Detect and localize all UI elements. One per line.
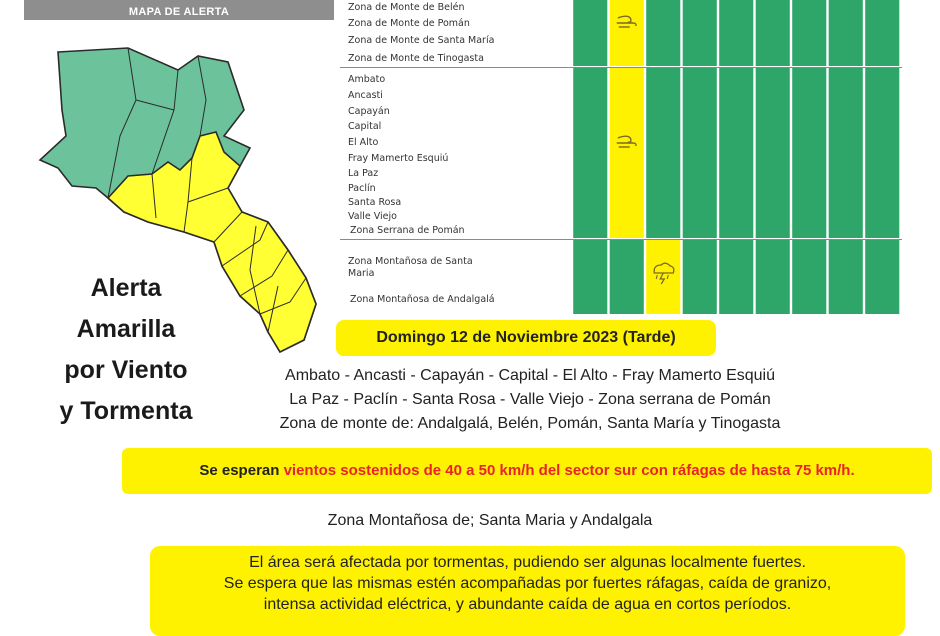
alert-cell bbox=[610, 68, 644, 238]
alert-title-line: Alerta bbox=[90, 274, 162, 302]
zone-label: Paclín bbox=[348, 183, 376, 194]
zone-label: La Paz bbox=[348, 168, 379, 179]
zone-label: Capayán bbox=[348, 106, 390, 117]
normal-cell bbox=[719, 0, 753, 66]
zone-label: Ambato bbox=[348, 74, 386, 85]
zone-label: Zona Serrana de Pomán bbox=[350, 225, 465, 236]
normal-cell bbox=[646, 0, 680, 66]
zone-label: Ancasti bbox=[348, 90, 383, 101]
normal-cell bbox=[573, 0, 607, 66]
normal-cell bbox=[865, 240, 899, 314]
alert-cell bbox=[646, 240, 680, 314]
normal-cell bbox=[865, 68, 899, 238]
normal-cell bbox=[719, 240, 753, 314]
normal-cell bbox=[683, 68, 717, 238]
normal-cell bbox=[792, 68, 826, 238]
normal-cell bbox=[683, 0, 717, 66]
normal-cell bbox=[756, 240, 790, 314]
affected-zones-line: La Paz - Paclín - Santa Rosa - Valle Viejo - Zona serrana de Pomán bbox=[289, 391, 771, 408]
zone-label: Zona Montañosa de Santa bbox=[348, 256, 473, 267]
zone-label: Capital bbox=[348, 121, 382, 132]
zone-label: Maria bbox=[348, 268, 375, 279]
affected-zones-line: Zona de monte de: Andalgalá, Belén, Pomán, Santa María y Tinogasta bbox=[279, 415, 781, 432]
alert-timeline-grid bbox=[572, 0, 912, 318]
storm-notice bbox=[150, 546, 905, 636]
zone-label: Zona de Monte de Santa María bbox=[348, 35, 495, 46]
normal-cell bbox=[792, 240, 826, 314]
zone-label: Zona de Monte de Belén bbox=[348, 2, 465, 13]
normal-cell bbox=[573, 240, 607, 314]
alert-title-line: Amarilla bbox=[76, 315, 176, 343]
normal-cell bbox=[756, 0, 790, 66]
normal-cell bbox=[829, 240, 863, 314]
affected-zones-line: Ambato - Ancasti - Capayán - Capital - El Alto - Fray Mamerto Esquiú bbox=[285, 367, 775, 384]
alert-title-line: y Tormenta bbox=[59, 397, 193, 425]
normal-cell bbox=[683, 240, 717, 314]
alert-title-line: por Viento bbox=[64, 356, 188, 384]
mountain-zone-heading: Zona Montañosa de; Santa Maria y Andalgala bbox=[327, 512, 653, 529]
zone-label: El Alto bbox=[348, 137, 379, 148]
normal-cell bbox=[792, 0, 826, 66]
storm-notice-line: intensa actividad eléctrica, y abundante caída de agua en cortos períodos. bbox=[263, 596, 792, 613]
normal-cell bbox=[573, 68, 607, 238]
storm-notice-line: Se espera que las mismas estén acompañadas por fuertes ráfagas, caída de granizo, bbox=[223, 575, 832, 592]
alert-cell bbox=[610, 0, 644, 66]
normal-cell bbox=[646, 68, 680, 238]
normal-cell bbox=[756, 68, 790, 238]
wind-notice-highlight: vientos sostenidos de 40 a 50 km/h del sector sur con ráfagas de hasta 75 km/h. bbox=[283, 462, 855, 479]
zone-label: Santa Rosa bbox=[348, 197, 402, 208]
zone-label: Fray Mamerto Esquiú bbox=[348, 153, 449, 164]
zone-label: Valle Viejo bbox=[348, 211, 397, 222]
wind-notice bbox=[122, 448, 932, 494]
zone-label: Zona Montañosa de Andalgalá bbox=[350, 294, 495, 305]
zone-label: Zona de Monte de Tinogasta bbox=[348, 53, 484, 64]
normal-cell bbox=[719, 68, 753, 238]
zone-label: Zona de Monte de Pomán bbox=[348, 18, 470, 29]
normal-cell bbox=[865, 0, 899, 66]
normal-cell bbox=[829, 68, 863, 238]
forecast-date: Domingo 12 de Noviembre 2023 (Tarde) bbox=[336, 320, 716, 356]
normal-cell bbox=[610, 240, 644, 314]
normal-cell bbox=[829, 0, 863, 66]
storm-notice-line: El área será afectada por tormentas, pudiendo ser algunas localmente fuertes. bbox=[249, 554, 806, 571]
wind-notice-prefix: Se esperan bbox=[199, 462, 284, 479]
alert-title bbox=[36, 268, 216, 432]
map-header: MAPA DE ALERTA bbox=[24, 0, 334, 20]
